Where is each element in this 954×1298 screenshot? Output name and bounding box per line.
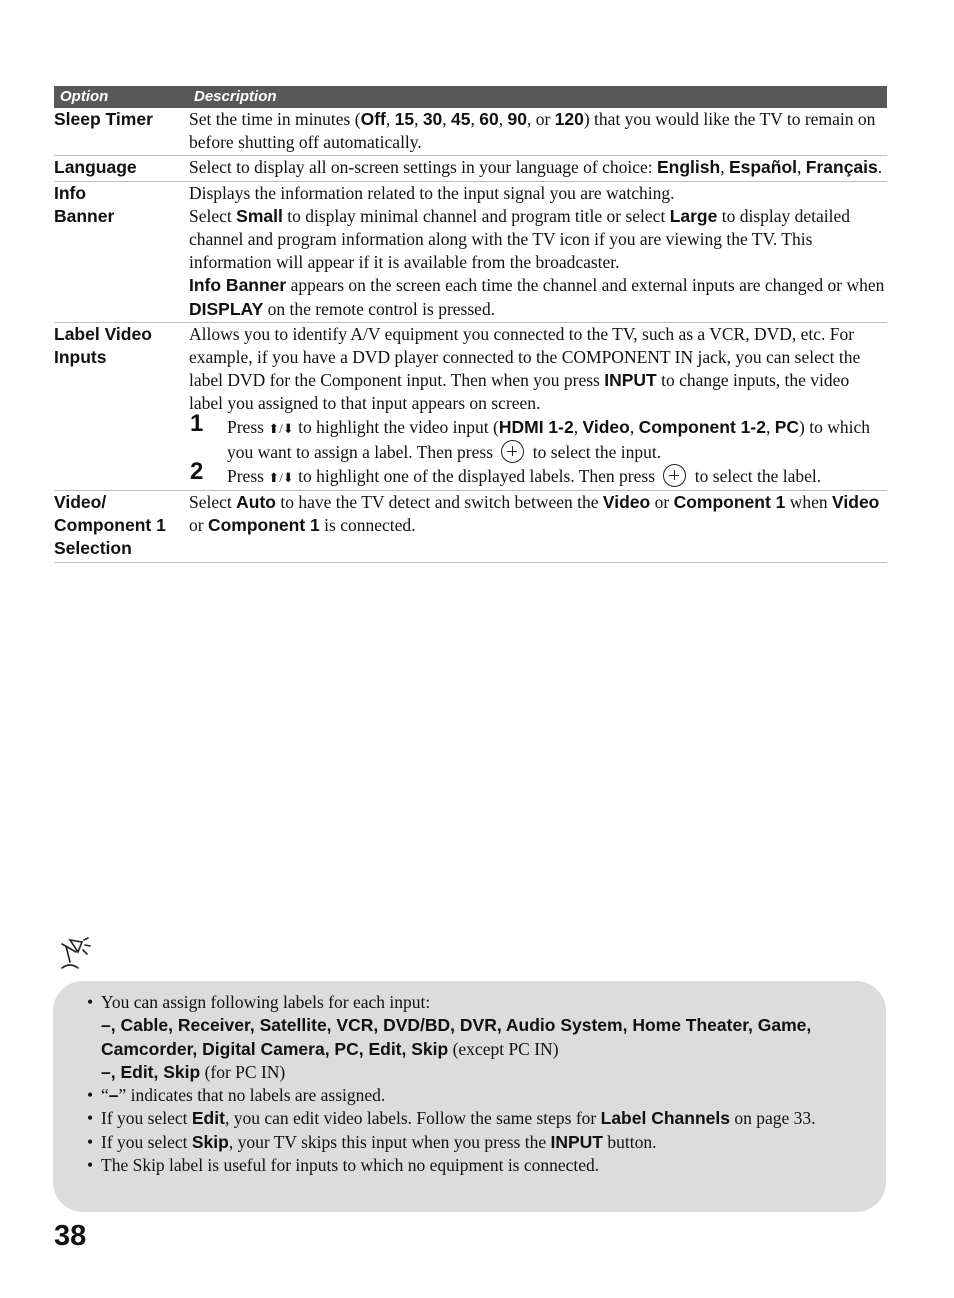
option-label-video-inputs: Label Video Inputs [54,323,152,367]
up-down-arrow-icon: ⬆/⬇ [268,420,294,436]
description-info-banner: Displays the information related to the input signal you are watching. Select Small to display minimal channel and program title or select Large to display detailed channel and program information along with the TV icon if you are viewing the TV. This information will appear if it is available from the broadcaster. Info Banner appears on the screen each time the channel and external inputs are changed or when DISPLAY on the remote control is pressed. [189,182,885,319]
tip-item: • If you select Edit, you can edit video labels. Follow the same steps for Label Channels on page 33. [87,1107,866,1130]
table-row-language [54,156,887,181]
description-label-video-inputs: Allows you to identify A/V equipment you connected to the TV, such as a VCR, DVD, etc. For example, if you have a DVD player connected to the COMPONENT IN jack, you can select the label DVD for the Component input. Then when you press INPUT to change inputs, the video label you assigned to that input appears on screen. 1 Press ⬆/⬇ to highlight the video input (HDMI 1-2, Video, Component 1-2, PC) to which you want to assign a label. Then press to select the input. 2 Press ⬆/⬇ to highlight one of the displayed labels. Then press to select the label. [189,323,887,490]
table-header [54,86,887,108]
tip-item: • You can assign following labels for each input: –, Cable, Receiver, Satellite, VCR, DVD/BD, DVR, Audio System, Home Theater, Game, Camcorder, Digital Camera, PC, Edit, Skip (except PC IN) –, Edit, Skip (for PC IN) [87,991,866,1084]
description-sleep-timer: Set the time in minutes (Off, 15, 30, 45, 60, 90, or 120) that you would like the TV to remain on before shutting off automatically. [189,109,876,153]
option-video-component-selection: Video/ Component 1 Selection [54,492,166,559]
table-row-video-component-selection [54,491,887,563]
description-language: Select to display all on-screen settings in your language of choice: English, Español, Français. [189,157,883,178]
option-info-banner: Info Banner [54,182,115,226]
option-sleep-timer: Sleep Timer [54,109,153,129]
description-video-component-selection: Select Auto to have the TV detect and switch between the Video or Component 1 when Video or Component 1 is connected. [189,492,880,536]
page-number: 38 [54,1220,87,1252]
options-table [54,86,887,563]
table-row-info-banner [54,182,887,323]
step-1-number: 1 [190,409,204,437]
tips-box [53,981,886,1212]
tip-item: • The Skip label is useful for inputs to which no equipment is connected. [87,1154,866,1177]
enter-button-icon [663,464,686,487]
step-1: 1 Press ⬆/⬇ to highlight the video input (HDMI 1-2, Video, Component 1-2, PC) to which you want to assign a label. Then press to select the input. [190,409,870,462]
header-option: Option [60,88,109,105]
header-description: Description [194,88,277,105]
tip-lamp-icon [56,936,96,972]
step-2-number: 2 [190,458,204,486]
option-language: Language [54,157,137,178]
tip-item: • If you select Skip, your TV skips this input when you press the INPUT button. [87,1131,866,1154]
enter-button-icon [501,440,524,463]
table-row-label-video-inputs [54,323,887,491]
up-down-arrow-icon: ⬆/⬇ [268,470,294,486]
step-2: 2 Press ⬆/⬇ to highlight one of the displayed labels. Then press to select the label. [190,458,822,487]
table-row-sleep-timer [54,108,887,156]
tip-item: • “–” indicates that no labels are assigned. [87,1084,866,1107]
